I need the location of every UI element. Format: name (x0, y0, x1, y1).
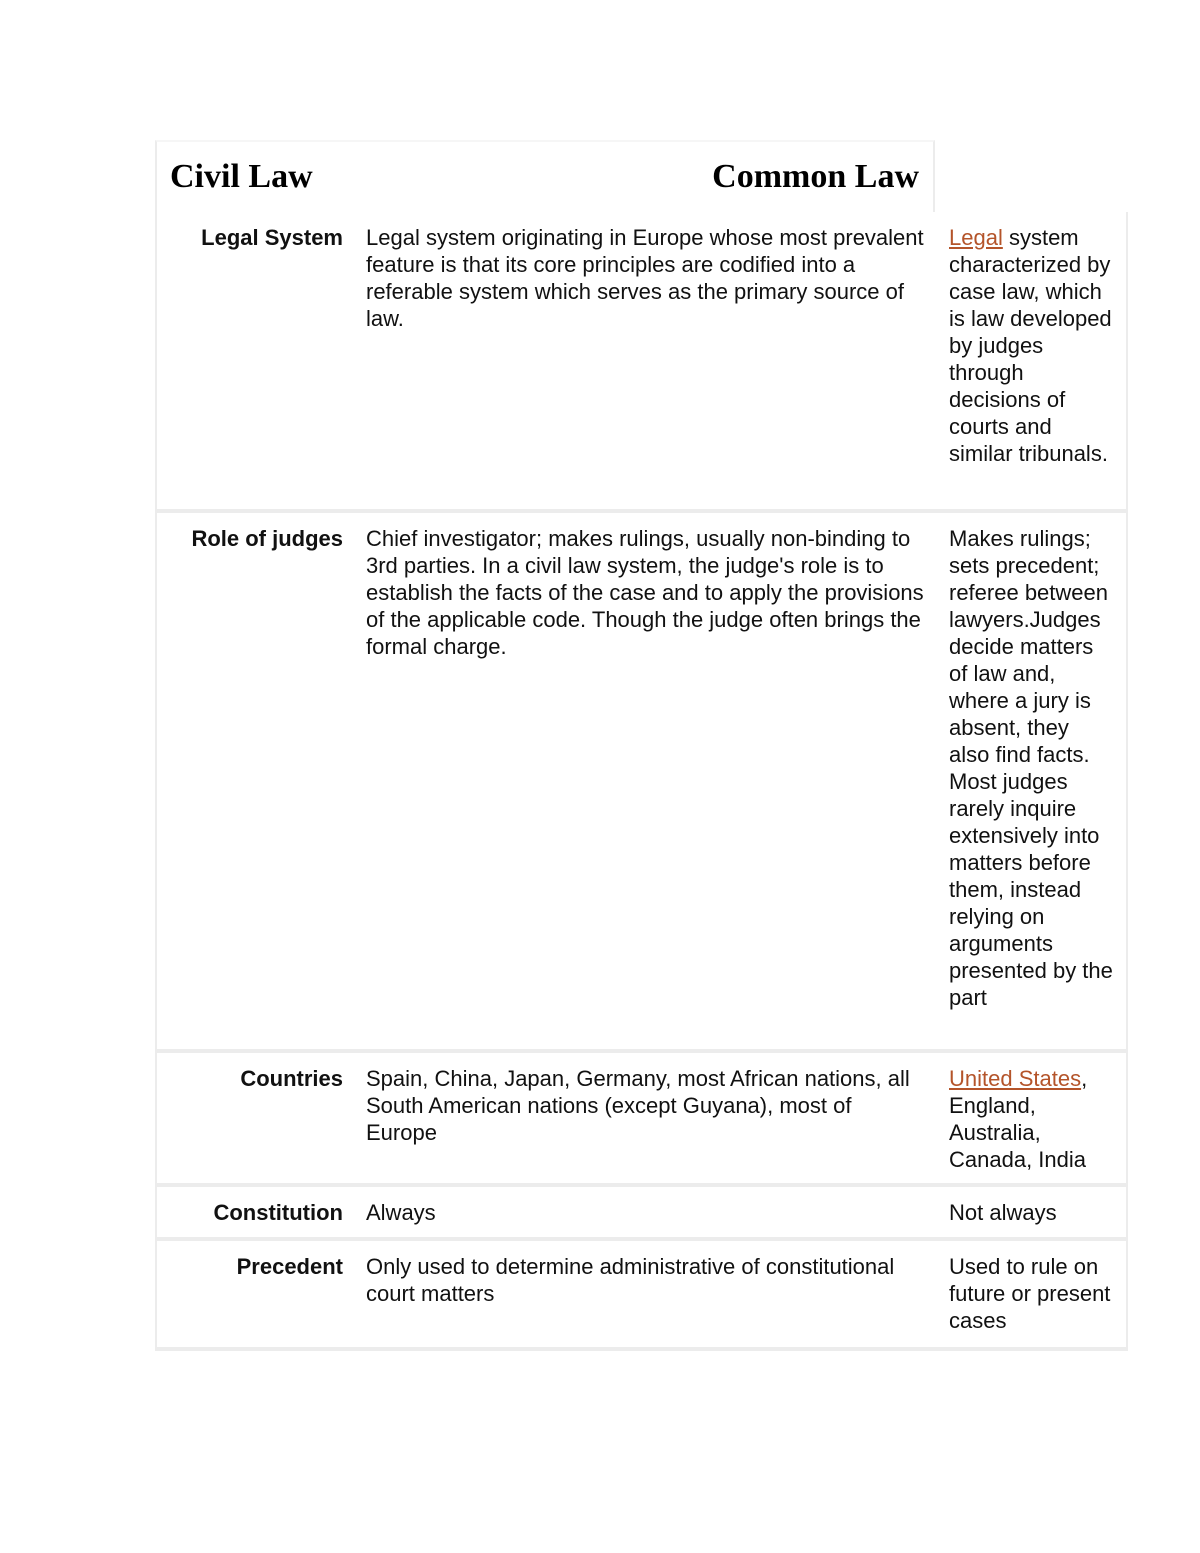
common-cell (933, 1053, 1126, 1183)
legal-link[interactable]: Legal (949, 225, 1003, 250)
row-label: Precedent (236, 1254, 343, 1279)
civil-cell: Only used to determine administrative of constitutional court matters (366, 1254, 895, 1306)
row-label: Legal System (201, 225, 343, 250)
common-cell: Used to rule on future or present cases (949, 1254, 1111, 1333)
table-row-legal-system (155, 212, 1128, 513)
common-cell-text: system characterized by case law, which is law developed by judges through decisions of courts and similar tribunals. (949, 225, 1112, 466)
row-label: Role of judges (191, 526, 343, 551)
table-row-constitution (155, 1187, 1128, 1241)
civil-law-heading: Civil Law (170, 158, 313, 195)
comparison-table (155, 140, 1128, 1351)
civil-cell: Legal system originating in Europe whose most prevalent feature is that its core principles are codified into a referable system which serves as the primary source of law. (366, 225, 924, 331)
header-empty-cell (935, 140, 1128, 212)
civil-cell: Chief investigator; makes rulings, usually non-binding to 3rd parties. In a civil law system, the judge's role is to establish the facts of the case and to apply the provisions of the applicable code. Though the judge often brings the formal charge. (366, 526, 924, 659)
common-cell: Not always (949, 1200, 1057, 1225)
header-titles (155, 140, 935, 212)
united-states-link[interactable]: United States (949, 1066, 1082, 1091)
table-row-precedent (155, 1241, 1128, 1351)
row-label: Constitution (213, 1200, 343, 1225)
common-law-heading: Common Law (712, 158, 919, 195)
row-label: Countries (240, 1066, 343, 1091)
table-header (155, 140, 1128, 212)
table-row-role-of-judges (155, 513, 1128, 1053)
common-cell: Makes rulings; sets precedent; referee between lawyers.Judges decide matters of law and, where a jury is absent, they also find facts. Most judges rarely inquire extensively into matters before them, instead relying on arguments presented by the part (949, 526, 1113, 1010)
table-row-countries (155, 1053, 1128, 1187)
common-cell-text: , England, Australia, Canada, India (949, 1066, 1088, 1172)
civil-cell: Always (366, 1200, 436, 1225)
common-cell (933, 212, 1126, 509)
civil-cell: Spain, China, Japan, Germany, most African nations, all South American nations (except Guyana), most of Europe (366, 1066, 910, 1145)
